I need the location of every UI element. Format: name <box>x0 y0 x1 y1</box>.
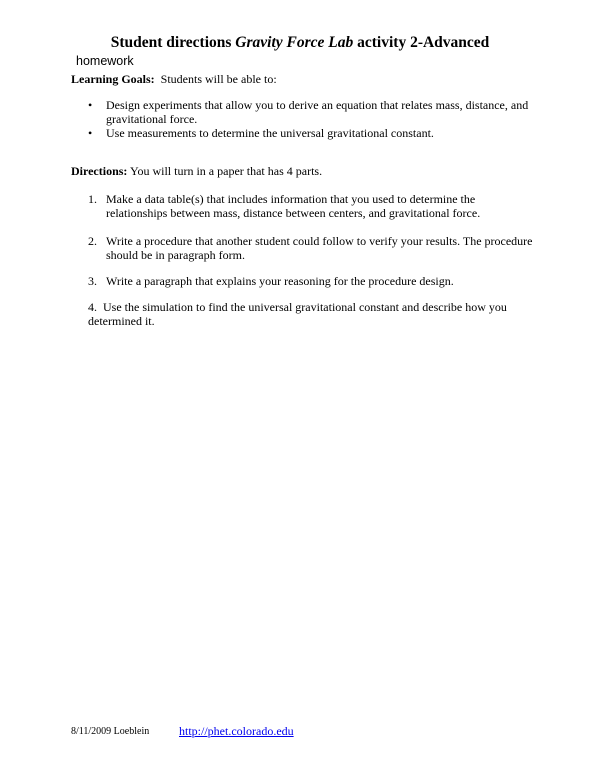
list-item <box>88 234 538 262</box>
list-item <box>88 274 538 288</box>
step-text: Make a data table(s) that includes information that you used to determine the relationships between mass, distance between centers, and gravitational force. <box>106 192 481 220</box>
step-number: 3. <box>88 274 97 288</box>
list-item <box>88 300 538 328</box>
title-prefix: Student directions <box>110 34 236 51</box>
title-suffix: activity 2-Advanced <box>353 34 490 51</box>
directions-label: Directions: <box>71 164 128 178</box>
step-text-wrap <box>88 300 538 328</box>
page-title <box>0 34 600 52</box>
list-item <box>88 98 538 126</box>
goal-text: Design experiments that allow you to derive an equation that relates mass, distance, and gravitational force. <box>106 98 529 126</box>
step-number: 2. <box>88 234 97 248</box>
goal-text: Use measurements to determine the universal gravitational constant. <box>106 126 434 140</box>
learning-goals-label: Learning Goals: <box>71 72 155 86</box>
learning-goals-line <box>71 72 277 87</box>
step-text: Write a procedure that another student could follow to verify your results. The procedure should be in paragraph form. <box>106 234 533 262</box>
bullet-icon: • <box>88 126 93 140</box>
goals-list <box>88 98 538 140</box>
bullet-icon: • <box>88 98 93 112</box>
step-text: Use the simulation to find the universal gravitational constant and describe how you determined it. <box>88 300 507 328</box>
step-text: Write a paragraph that explains your reasoning for the procedure design. <box>106 274 454 288</box>
subtitle: homework <box>76 54 134 68</box>
list-item <box>88 192 538 220</box>
footer-date-author: 8/11/2009 Loeblein <box>71 726 150 737</box>
directions-line <box>71 164 322 179</box>
footer-link[interactable]: http://phet.colorado.edu <box>179 724 294 738</box>
list-item <box>88 126 538 140</box>
step-number: 4. <box>88 300 97 314</box>
directions-text: You will turn in a paper that has 4 parts. <box>127 164 323 178</box>
title-italic: Gravity Force Lab <box>235 34 354 51</box>
step-number: 1. <box>88 192 97 206</box>
learning-goals-text: Students will be able to: <box>154 72 277 86</box>
